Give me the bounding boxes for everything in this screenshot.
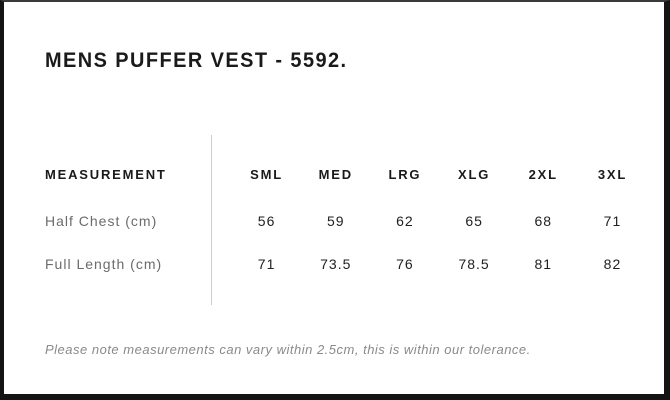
row-label-half-chest: Half Chest (cm) [45,213,158,229]
half-chest-value-2xl: 68 [534,213,553,229]
size-column-header-xlg: XLG [458,167,491,182]
half-chest-value-sml: 56 [257,213,276,229]
size-table-header-row [45,167,647,183]
size-column-header-3xl: 3XL [597,167,628,182]
tolerance-note: Please note measurements can vary within 2.5cm, this is within our tolerance. [45,342,531,357]
size-column-header-med: MED [318,167,353,182]
size-column-header-sml: SML [250,167,283,182]
half-chest-value-lrg: 62 [396,213,414,229]
table-row-full-length [45,256,647,272]
full-length-value-med: 73.5 [320,256,352,272]
full-length-value-sml: 71 [257,256,276,272]
full-length-value-3xl: 82 [603,256,622,272]
full-length-value-xlg: 78.5 [458,256,490,272]
measurement-column-header: MEASUREMENT [45,167,167,182]
half-chest-value-xlg: 65 [465,213,483,229]
table-row-half-chest [45,213,647,229]
size-column-header-2xl: 2XL [528,167,558,182]
half-chest-value-med: 59 [326,213,345,229]
half-chest-value-3xl: 71 [603,213,622,229]
full-length-value-lrg: 76 [396,256,414,272]
page-title: MENS PUFFER VEST - 5592. [45,49,348,72]
row-label-full-length: Full Length (cm) [45,256,163,272]
full-length-value-2xl: 81 [534,256,553,272]
size-column-header-lrg: LRG [388,167,422,182]
